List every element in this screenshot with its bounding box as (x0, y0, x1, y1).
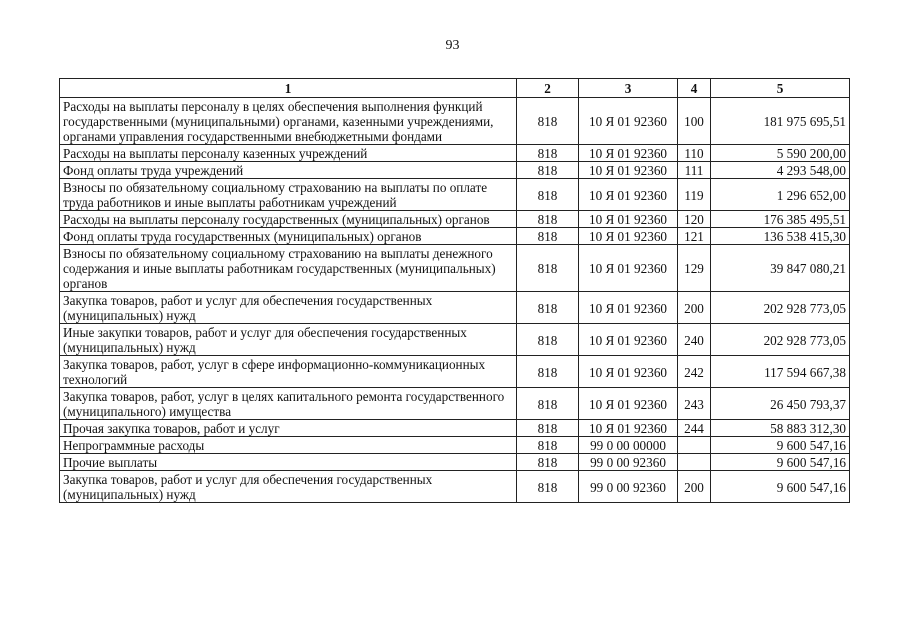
page-number: 93 (445, 38, 460, 53)
row-name-cell: Фонд оплаты труда учреждений (60, 162, 517, 179)
row-csr-cell: 10 Я 01 92360 (579, 324, 678, 356)
row-vr-cell: 119 (678, 179, 711, 211)
row-ved-cell: 818 (517, 162, 579, 179)
row-ved-cell: 818 (517, 292, 579, 324)
row-ved-cell: 818 (517, 179, 579, 211)
row-csr-cell: 10 Я 01 92360 (579, 228, 678, 245)
row-csr-cell: 10 Я 01 92360 (579, 292, 678, 324)
row-csr-cell: 10 Я 01 92360 (579, 420, 678, 437)
row-sum-cell: 5 590 200,00 (711, 145, 850, 162)
table-row (60, 292, 850, 324)
row-ved-cell: 818 (517, 454, 579, 471)
header-cell-5: 5 (711, 79, 850, 98)
row-vr-cell (678, 454, 711, 471)
row-name-cell: Закупка товаров, работ и услуг для обеспечения государственных (муниципальных) нужд (60, 471, 517, 503)
row-sum-cell: 176 385 495,51 (711, 211, 850, 228)
row-sum-cell: 58 883 312,30 (711, 420, 850, 437)
row-ved-cell: 818 (517, 437, 579, 454)
row-csr-cell: 10 Я 01 92360 (579, 98, 678, 145)
row-vr-cell: 120 (678, 211, 711, 228)
row-ved-cell: 818 (517, 145, 579, 162)
header-cell-3: 3 (579, 79, 678, 98)
row-vr-cell: 129 (678, 245, 711, 292)
row-name-cell: Расходы на выплаты персоналу государственных (муниципальных) органов (60, 211, 517, 228)
row-sum-cell: 26 450 793,37 (711, 388, 850, 420)
row-csr-cell: 10 Я 01 92360 (579, 211, 678, 228)
row-vr-cell: 121 (678, 228, 711, 245)
row-ved-cell: 818 (517, 356, 579, 388)
header-cell-1: 1 (60, 79, 517, 98)
row-vr-cell: 242 (678, 356, 711, 388)
table-row (60, 179, 850, 211)
budget-table (59, 78, 850, 503)
row-name-cell: Прочая закупка товаров, работ и услуг (60, 420, 517, 437)
row-csr-cell: 10 Я 01 92360 (579, 145, 678, 162)
row-name-cell: Непрограммные расходы (60, 437, 517, 454)
row-csr-cell: 10 Я 01 92360 (579, 356, 678, 388)
row-name-cell: Расходы на выплаты персоналу в целях обеспечения выполнения функций государственными (муниципальными) органами, казенными учреждениями, органами управления государственными внебюджетными фондами (60, 98, 517, 145)
row-sum-cell: 4 293 548,00 (711, 162, 850, 179)
table-row (60, 388, 850, 420)
row-ved-cell: 818 (517, 211, 579, 228)
row-vr-cell: 244 (678, 420, 711, 437)
table-row (60, 454, 850, 471)
row-sum-cell: 9 600 547,16 (711, 471, 850, 503)
row-ved-cell: 818 (517, 388, 579, 420)
header-row (60, 79, 850, 98)
table-row (60, 162, 850, 179)
table-row (60, 245, 850, 292)
row-name-cell: Закупка товаров, работ и услуг для обеспечения государственных (муниципальных) нужд (60, 292, 517, 324)
row-sum-cell: 136 538 415,30 (711, 228, 850, 245)
table-row (60, 420, 850, 437)
row-name-cell: Взносы по обязательному социальному страхованию на выплаты по оплате труда работников и иные выплаты работникам учреждений (60, 179, 517, 211)
row-vr-cell: 200 (678, 292, 711, 324)
row-name-cell: Закупка товаров, работ, услуг в целях капитального ремонта государственного (муниципального) имущества (60, 388, 517, 420)
row-csr-cell: 10 Я 01 92360 (579, 245, 678, 292)
row-csr-cell: 10 Я 01 92360 (579, 388, 678, 420)
table-row (60, 324, 850, 356)
row-csr-cell: 99 0 00 92360 (579, 454, 678, 471)
row-vr-cell: 200 (678, 471, 711, 503)
header-cell-4: 4 (678, 79, 711, 98)
row-ved-cell: 818 (517, 228, 579, 245)
table-row (60, 145, 850, 162)
table-body (60, 98, 850, 503)
row-csr-cell: 10 Я 01 92360 (579, 179, 678, 211)
table-row (60, 211, 850, 228)
row-ved-cell: 818 (517, 98, 579, 145)
row-ved-cell: 818 (517, 324, 579, 356)
row-ved-cell: 818 (517, 471, 579, 503)
row-ved-cell: 818 (517, 245, 579, 292)
row-vr-cell: 110 (678, 145, 711, 162)
row-sum-cell: 117 594 667,38 (711, 356, 850, 388)
row-name-cell: Прочие выплаты (60, 454, 517, 471)
row-csr-cell: 99 0 00 92360 (579, 471, 678, 503)
table-row (60, 471, 850, 503)
row-name-cell: Расходы на выплаты персоналу казенных учреждений (60, 145, 517, 162)
table-row (60, 98, 850, 145)
row-sum-cell: 181 975 695,51 (711, 98, 850, 145)
row-name-cell: Закупка товаров, работ, услуг в сфере информационно-коммуникационных технологий (60, 356, 517, 388)
row-vr-cell (678, 437, 711, 454)
table-row (60, 228, 850, 245)
row-vr-cell: 240 (678, 324, 711, 356)
row-sum-cell: 1 296 652,00 (711, 179, 850, 211)
row-sum-cell: 202 928 773,05 (711, 324, 850, 356)
header-cell-2: 2 (517, 79, 579, 98)
row-vr-cell: 243 (678, 388, 711, 420)
row-csr-cell: 99 0 00 00000 (579, 437, 678, 454)
row-name-cell: Взносы по обязательному социальному страхованию на выплаты денежного содержания и иные выплаты работникам государственных (муниципальных) органов (60, 245, 517, 292)
table-row (60, 356, 850, 388)
row-sum-cell: 39 847 080,21 (711, 245, 850, 292)
row-vr-cell: 100 (678, 98, 711, 145)
row-ved-cell: 818 (517, 420, 579, 437)
row-vr-cell: 111 (678, 162, 711, 179)
row-csr-cell: 10 Я 01 92360 (579, 162, 678, 179)
row-sum-cell: 9 600 547,16 (711, 454, 850, 471)
row-name-cell: Иные закупки товаров, работ и услуг для обеспечения государственных (муниципальных) нужд (60, 324, 517, 356)
table-row (60, 437, 850, 454)
row-sum-cell: 202 928 773,05 (711, 292, 850, 324)
row-sum-cell: 9 600 547,16 (711, 437, 850, 454)
row-name-cell: Фонд оплаты труда государственных (муниципальных) органов (60, 228, 517, 245)
